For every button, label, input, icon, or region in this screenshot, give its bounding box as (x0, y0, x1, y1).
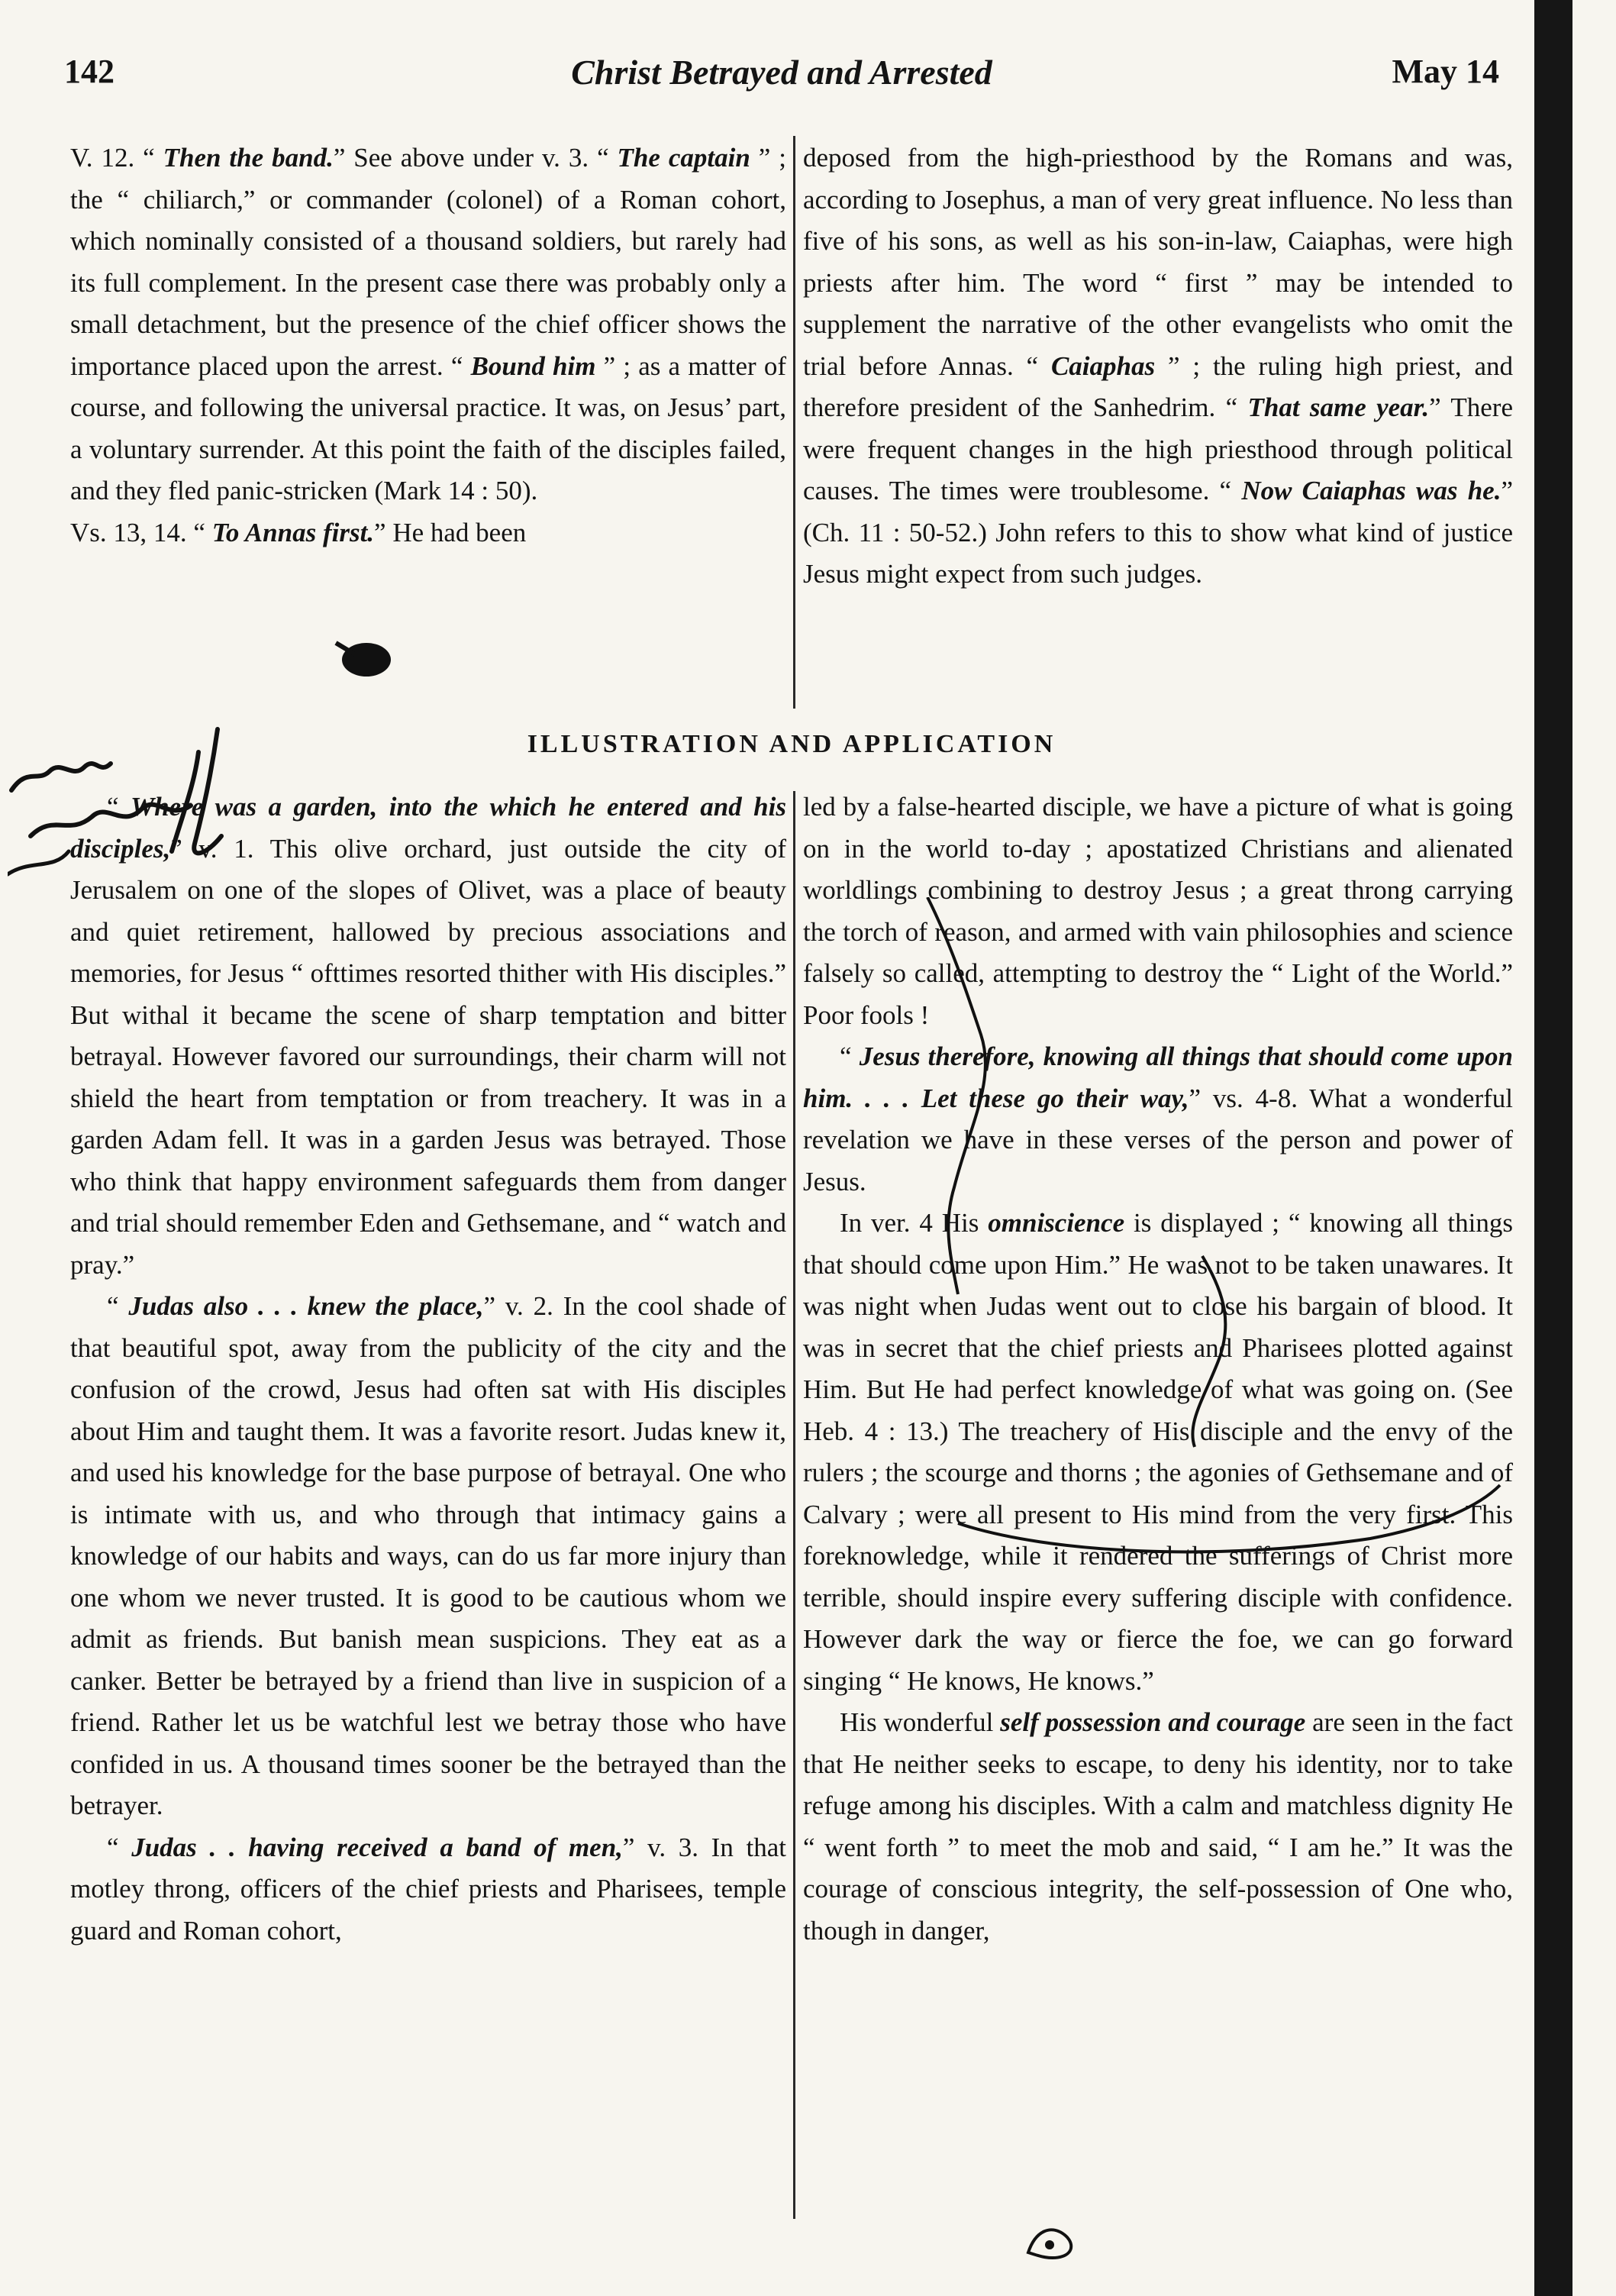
handwritten-scribble-icon (8, 722, 260, 897)
note-paragraph: Vs. 13, 14. “ To Annas first.” He had been (70, 517, 527, 547)
application-paragraph: “ Jesus therefore, knowing all things that should come upon him. . . . Let these go their way,” vs. 4-8. What a wonderful revelation we have in these verses of the person and power of Jesus. (803, 1041, 1513, 1196)
page-edge-shadow (1534, 0, 1572, 2296)
application-left-column (70, 786, 786, 1952)
application-paragraph: “ Where was a garden, into the which he entered and his disciples,” v. 1. This olive orchard, just outside the city of Jerusalem on one of the slopes of Olivet, was a place of beauty and quiet retirement, hallowed by precious associations and memories, for Jesus “ ofttimes resorted thither with His disciples.” But withal it became the scene of sharp temptation and bitter betrayal. However favored our surroundings, their charm will not shield the heart from temptation or from treachery. It was in a garden Adam fell. It was in a garden Jesus was betrayed. Those who think that happy environment safeguards them from danger and trial should remember Eden and Gethsemane, and “ watch and pray.” (70, 792, 786, 1280)
notes-right-column (803, 137, 1513, 596)
application-paragraph: In ver. 4 His omniscience is displayed ; “ knowing all things that should come upon Him.” He was not to be taken unawares. It was night when Judas went out to close his bargain of blood. It was in secret that the chief priests and Pharisees plotted against Him. But He had perfect knowledge of what was going on. (See Heb. 4 : 13.) The treachery of His disciple and the envy of the rulers ; the scourge and thorns ; the agonies of Gethsemane and of Calvary ; were all present to His mind from the very first. This foreknowledge, while it rendered the sufferings of Christ more terrible, should inspire every suffering disciple with confidence. However dark the way or fierce the foe, we can go forward singing “ He knows, He knows.” (803, 1208, 1513, 1696)
page-date: May 14 (1392, 53, 1499, 90)
ink-blot-icon (328, 635, 397, 681)
running-head (64, 52, 1499, 105)
note-paragraph: V. 12. “ Then the band.” See above under v. 3. “ The captain ” ; the “ chiliarch,” or commander (colonel) of a Roman cohort, which nominally consisted of a thousand soldiers, but rarely had its full complement. In the present case there was probably only a small detachment, but the presence of the chief officer shows the importance placed upon the arrest. “ Bound him ” ; as a matter of course, and following the universal practice. It was, on Jesus’ part, a voluntary surrender. At this point the faith of the disciples failed, and they fled panic-stricken (Mark 14 : 50). (70, 143, 786, 505)
section-heading: ILLUSTRATION AND APPLICATION (527, 730, 1056, 758)
handwritten-annotation-line-icon (897, 897, 1531, 1584)
page-number: 142 (64, 53, 115, 90)
column-rule (793, 136, 795, 709)
page-title: Christ Betrayed and Arrested (571, 53, 992, 92)
application-paragraph: “ Judas . . having received a band of men,” v. 3. In that motley throng, officers of the chief priests and Pharisees, temple guard and Roman cohort, (70, 1832, 786, 1946)
column-rule (793, 791, 795, 2219)
note-paragraph: deposed from the high-priesthood by the Romans and was, according to Josephus, a man of very great influence. No less than five of his sons, as well as his son-in-law, Caiaphas, were high priests after him. The word “ first ” may be intended to supplement the narrative of the other evangelists who omit the trial before Annas. “ Caiaphas ” ; the ruling high priest, and therefore president of the Sanhedrim. “ That same year.” There were frequent changes in the high priesthood through political causes. The times were troublesome. “ Now Caiaphas was he.” (Ch. 11 : 50-52.) John refers to this to show what kind of justice Jesus might expect from such judges. (803, 143, 1513, 589)
application-paragraph: led by a false-hearted disciple, we have a picture of what is going on in the world to-day ; apostatized Christians and alienated worldlings combining to destroy Jesus ; a great throng carrying the torch of reason, and armed with vain philosophies and science falsely so called, attempting to destroy the “ Light of the World.” Poor fools ! (803, 792, 1513, 1030)
ornament-icon (1021, 2218, 1082, 2264)
application-paragraph: His wonderful self possession and courage are seen in the fact that He neither seeks to escape, to deny his identity, nor to take refuge among his disciples. With a calm and matchless dignity He “ went forth ” to meet the mob and said, “ I am he.” It was the courage of conscious integrity, the self-possession of One who, though in danger, (803, 1707, 1513, 1946)
application-paragraph: “ Judas also . . . knew the place,” v. 2. In the cool shade of that beautiful spot, away from the publicity of the city and the confusion of the crowd, Jesus had often sat with His disciples about Him and taught them. It was a favorite resort. Judas knew it, and used his knowledge for the base purpose of betrayal. One who is intimate with us, and who through that intimacy gains a knowledge of our habits and ways, can do us far more injury than one whom we never trusted. It is good to be cautious whom we admit as friends. But banish mean suspicions. They eat as a canker. Better be betrayed by a friend than live in suspicion of a friend. Rather let us be watchful lest we betray those who have confided in us. A thousand times sooner be the betrayed than the betrayer. (70, 1291, 787, 1820)
notes-left-column (70, 137, 786, 554)
